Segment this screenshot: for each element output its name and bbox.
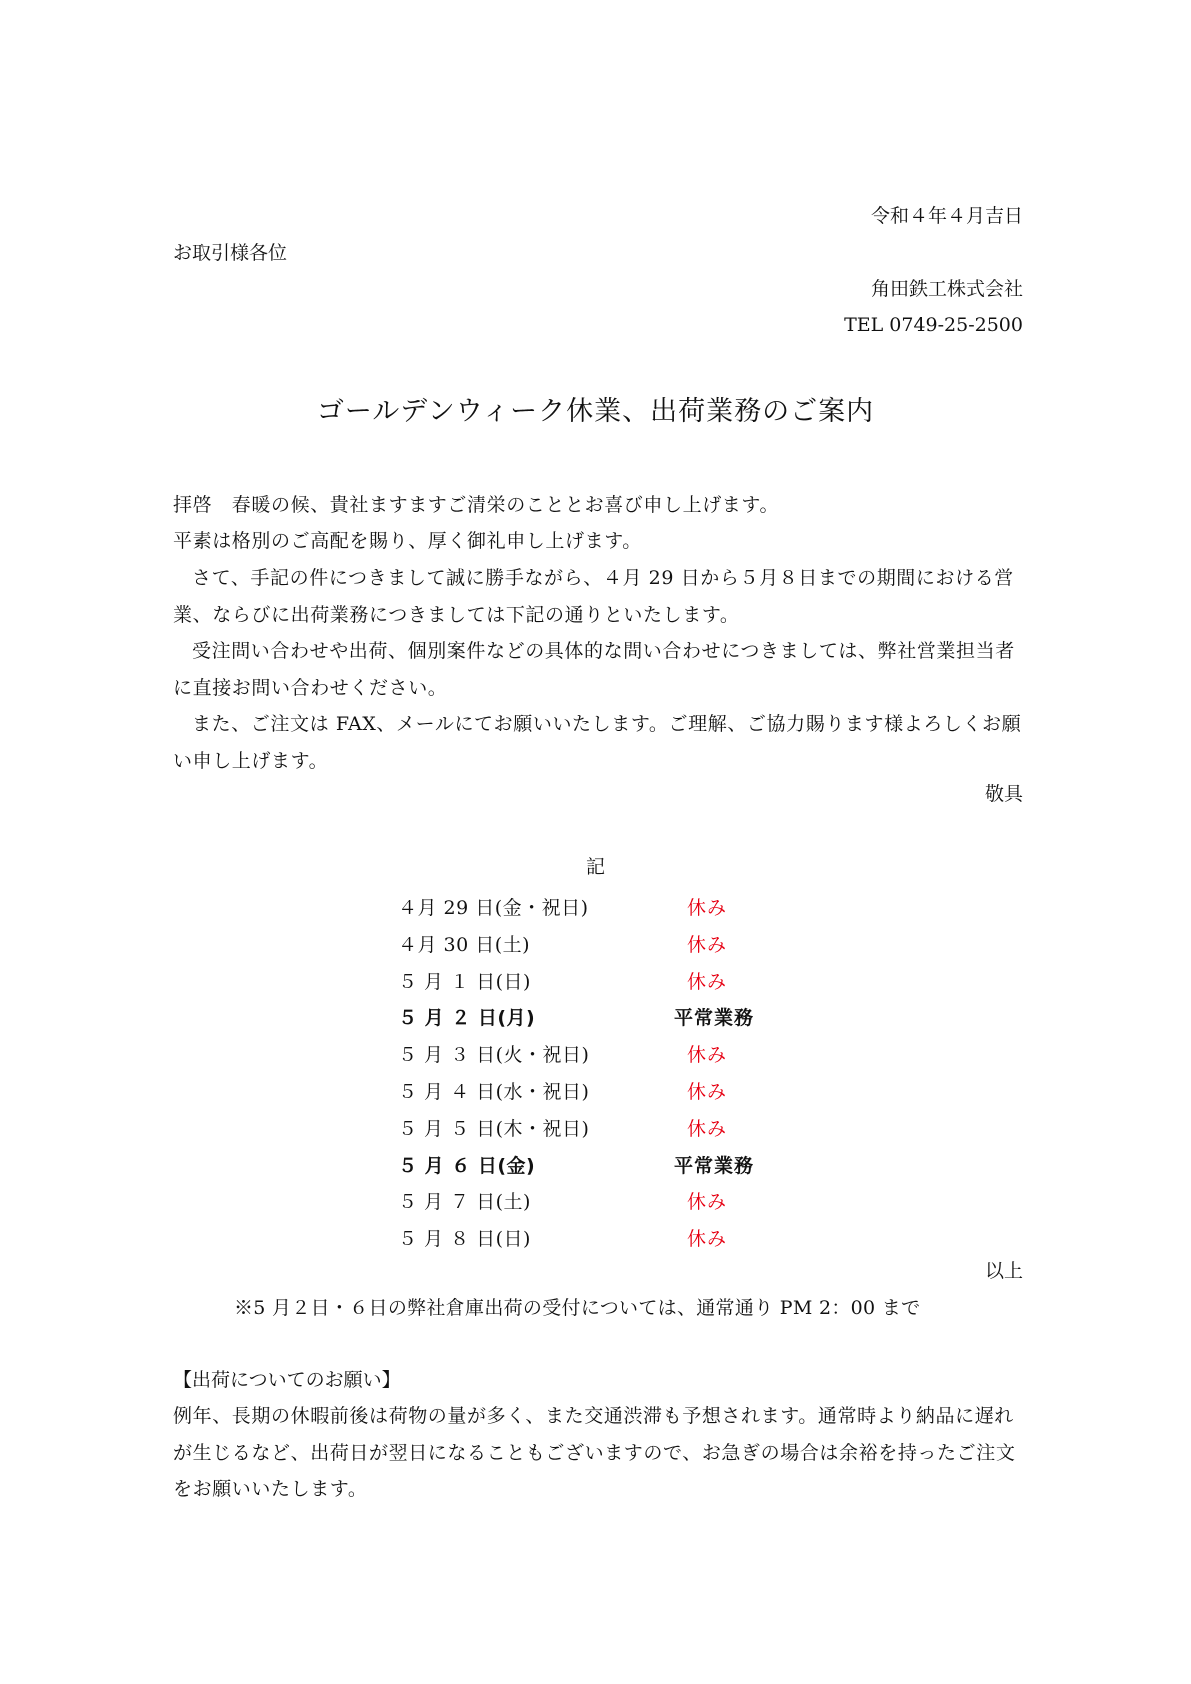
- schedule-status-closed: 休み: [687, 897, 728, 919]
- schedule-date: ５ 月 ８ 日(日): [398, 1228, 531, 1251]
- schedule-row: [398, 893, 798, 923]
- schedule-status-open: 平常業務: [674, 1007, 755, 1030]
- body-paragraph-thanks: 平素は格別のご高配を賜り、厚く御礼申し上げます。: [173, 530, 642, 552]
- schedule-row: [398, 930, 798, 960]
- schedule-date: ５ 月 ７ 日(土): [398, 1191, 531, 1214]
- body-paragraph-greeting: 拝啓 春暖の候、貴社ますますご清栄のこととお喜び申し上げます。: [173, 494, 780, 516]
- issue-date: 令和４年４月吉日: [870, 205, 1023, 227]
- schedule-date: ４月 29 日(金・祝日): [398, 897, 589, 919]
- schedule-date: ５ 月 １ 日(日): [398, 970, 531, 993]
- closing-keigu: 敬具: [984, 783, 1023, 805]
- schedule-date: ５ 月 ６ 日(金): [398, 1154, 536, 1177]
- schedule-row: [398, 1187, 798, 1217]
- document-title: ゴールデンウィーク休業、出荷業務のご案内: [316, 396, 875, 427]
- body-paragraph-inquiries: 受注問い合わせや出荷、個別案件などの具体的な問い合わせにつきましては、弊社営業担当者に直接お問い合わせください。: [173, 640, 1015, 699]
- schedule-row: [398, 1040, 798, 1070]
- schedule-row: [398, 967, 798, 997]
- schedule-row: [398, 1151, 798, 1181]
- company-name: 角田鉄工株式会社: [870, 278, 1023, 300]
- schedule-status-closed: 休み: [687, 1081, 728, 1103]
- schedule-row: [398, 1077, 798, 1107]
- recipient: お取引様各位: [173, 242, 288, 264]
- schedule-date: ５ 月 ３ 日(火・祝日): [398, 1044, 590, 1067]
- schedule-heading: 記: [586, 856, 606, 878]
- schedule-date: ５ 月 ５ 日(木・祝日): [398, 1117, 590, 1140]
- request-heading: 【出荷についてのお願い】: [173, 1369, 401, 1391]
- schedule-status-closed: 休み: [687, 1191, 728, 1214]
- company-tel: TEL 0749-25-2500: [844, 314, 1023, 336]
- schedule-status-closed: 休み: [687, 970, 728, 993]
- schedule-row: [398, 1114, 798, 1144]
- schedule-status-closed: 休み: [687, 1044, 728, 1067]
- schedule-status-closed: 休み: [687, 1228, 728, 1251]
- body-paragraph-schedule-intro: さて、手記の件につきまして誠に勝手ながら、４月 29 日から５月８日までの期間における営業、ならびに出荷業務につきましては下記の通りといたします。: [173, 567, 1014, 626]
- schedule-status-closed: 休み: [687, 1117, 728, 1140]
- schedule-end: 以上: [984, 1260, 1023, 1282]
- schedule-date: ５ 月 ２ 日(月): [398, 1007, 536, 1030]
- schedule-row: [398, 1224, 798, 1254]
- schedule-status-open: 平常業務: [674, 1154, 755, 1177]
- schedule-date: ４月 30 日(土): [398, 933, 531, 956]
- body-paragraph-orders: また、ご注文は FAX、メールにてお願いいたします。ご理解、ご協力賜ります様よろしくお願い申し上げます。: [173, 713, 1022, 772]
- request-text: 例年、長期の休暇前後は荷物の量が多く、また交通渋滞も予想されます。通常時より納品に遅れが生じるなど、出荷日が翌日になることもございますので、お急ぎの場合は余裕を持ったご注文をお願いいたします。: [173, 1405, 1016, 1500]
- schedule-status-closed: 休み: [687, 933, 728, 956]
- schedule-row: [398, 1003, 798, 1033]
- schedule-note: ※5 月２日・６日の弊社倉庫出荷の受付については、通常通り PM 2：00 まで: [234, 1297, 921, 1319]
- schedule-date: ５ 月 ４ 日(水・祝日): [398, 1081, 590, 1103]
